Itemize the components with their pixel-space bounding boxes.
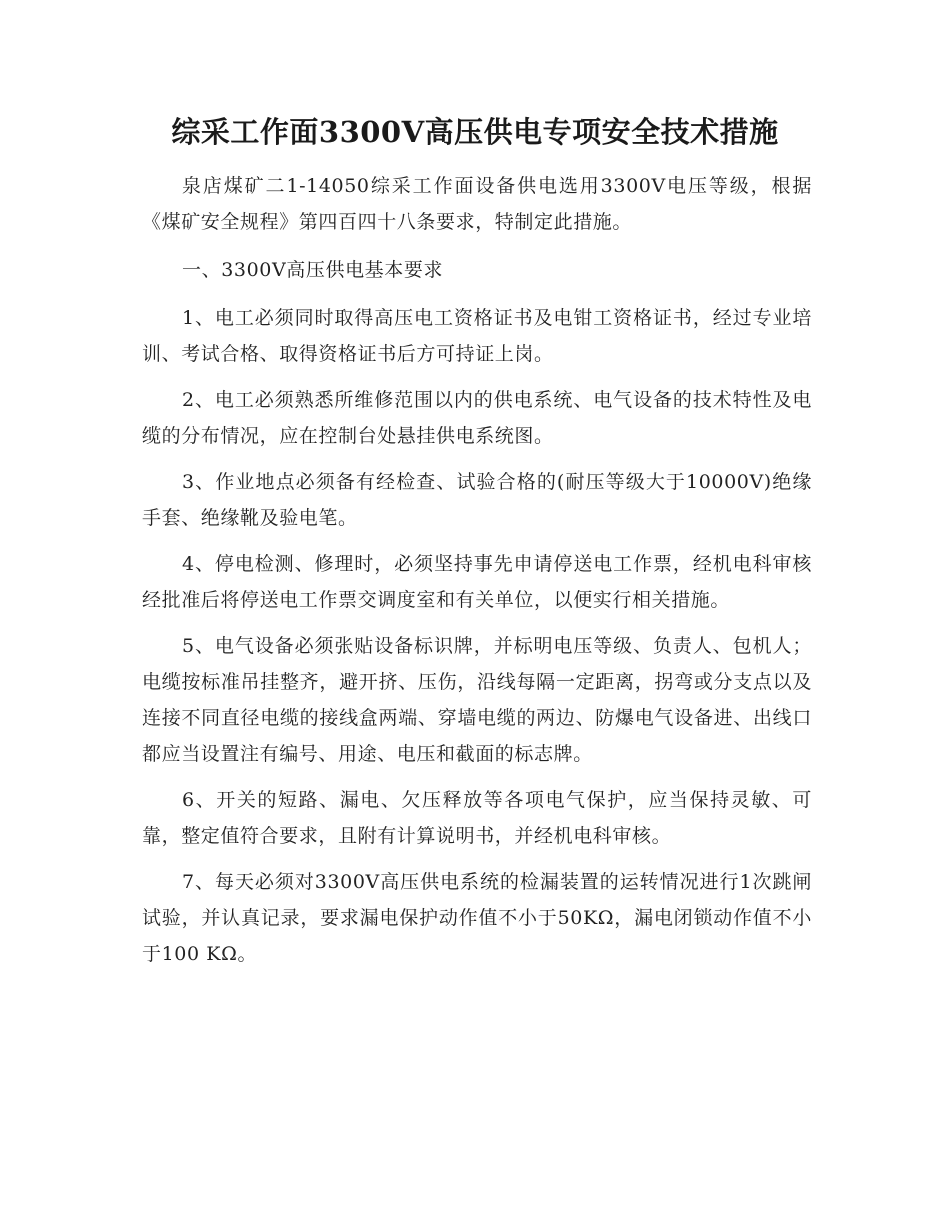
requirement-paragraph-1: 1、电工必须同时取得高压电工资格证书及电钳工资格证书，经过专业培训、考试合格、取得资格证书后方可持证上岗。 [142,307,812,365]
requirement-paragraph-7: 7、每天必须对3300V高压供电系统的检漏装置的运转情况进行1次跳闸试验，并认真记录，要求漏电保护动作值不小于50KΩ，漏电闭锁动作值不小于100 KΩ。 [142,871,812,965]
section-heading: 一、3300V高压供电基本要求 [182,259,444,281]
requirement-paragraph-3: 3、作业地点必须备有经检查、试验合格的(耐压等级大于10000V)绝缘手套、绝缘靴及验电笔。 [142,471,812,529]
requirement-paragraph-4: 4、停电检测、修理时，必须坚持事先申请停送电工作票，经机电科审核经批准后将停送电工作票交调度室和有关单位，以便实行相关措施。 [142,553,812,611]
document-title: 综采工作面3300V高压供电专项安全技术措施 [171,115,779,149]
requirement-paragraph-5: 5、电气设备必须张贴设备标识牌，并标明电压等级、负责人、包机人；电缆按标准吊挂整齐，避开挤、压伤，沿线每隔一定距离，拐弯或分支点以及连接不同直径电缆的接线盒两端、穿墙电缆的两边、防爆电气设备进、出线口都应当设置注有编号、用途、电压和截面的标志牌。 [142,635,812,765]
document-body [142,168,812,982]
intro-paragraph: 泉店煤矿二1-14050综采工作面设备供电选用3300V电压等级，根据《煤矿安全规程》第四百四十八条要求，特制定此措施。 [142,175,812,233]
requirement-paragraph-6: 6、开关的短路、漏电、欠压释放等各项电气保护，应当保持灵敏、可靠，整定值符合要求，且附有计算说明书，并经机电科审核。 [142,789,812,847]
requirement-paragraph-2: 2、电工必须熟悉所维修范围以内的供电系统、电气设备的技术特性及电缆的分布情况，应在控制台处悬挂供电系统图。 [142,389,812,447]
